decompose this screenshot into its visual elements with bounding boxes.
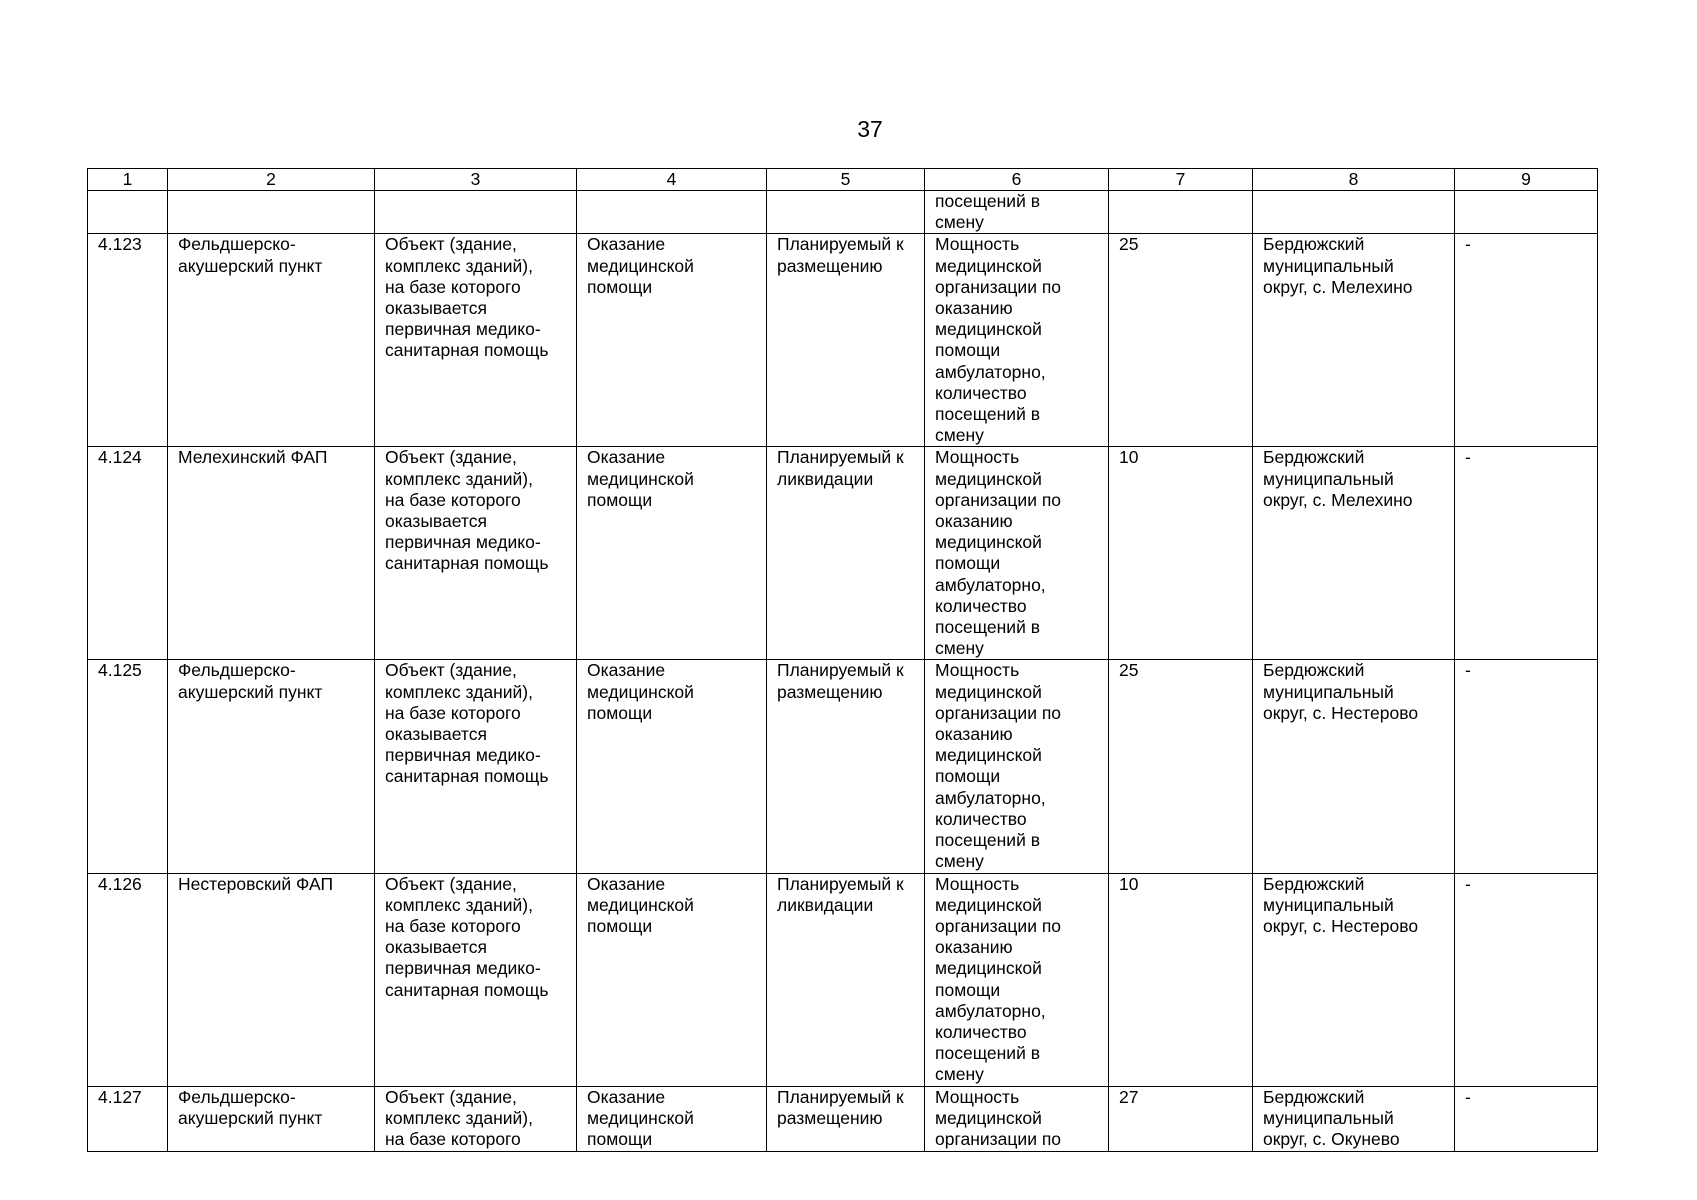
object-name-cell: Мелехинский ФАП <box>168 447 375 660</box>
location-cell: Бердюжский муниципальный округ, с. Окунево <box>1253 1086 1455 1151</box>
capacity-desc-cell: Мощность медицинской организации по оказанию медицинской помощи амбулаторно, количество посещений в смену <box>925 873 1109 1086</box>
zone-cell: - <box>1455 660 1598 873</box>
capacity-value-cell: 27 <box>1109 1086 1253 1151</box>
zone-cell: - <box>1455 1086 1598 1151</box>
purpose-cell: Оказание медицинской помощи <box>577 873 767 1086</box>
column-header: 4 <box>577 169 767 191</box>
table-row <box>88 873 1598 1086</box>
table-cell: посещений в смену <box>925 191 1109 234</box>
column-header: 5 <box>767 169 925 191</box>
table-cell <box>577 191 767 234</box>
table-cell <box>88 191 168 234</box>
object-name-cell: Фельдшерско- акушерский пункт <box>168 1086 375 1151</box>
capacity-value-cell: 10 <box>1109 447 1253 660</box>
capacity-desc-cell: Мощность медицинской организации по оказанию медицинской помощи амбулаторно, количество посещений в смену <box>925 234 1109 447</box>
column-header: 7 <box>1109 169 1253 191</box>
purpose-cell: Оказание медицинской помощи <box>577 447 767 660</box>
column-header: 2 <box>168 169 375 191</box>
table-row <box>88 1086 1598 1151</box>
location-cell: Бердюжский муниципальный округ, с. Мелехино <box>1253 234 1455 447</box>
column-header: 3 <box>375 169 577 191</box>
capacity-value-cell: 25 <box>1109 660 1253 873</box>
column-header: 6 <box>925 169 1109 191</box>
object-type-cell: Объект (здание, комплекс зданий), на базе которого оказывается первичная медико- санитарная помощь <box>375 873 577 1086</box>
capacity-desc-cell: Мощность медицинской организации по оказанию медицинской помощи амбулаторно, количество посещений в смену <box>925 660 1109 873</box>
data-table <box>87 168 1598 1152</box>
table-row <box>88 447 1598 660</box>
object-name-cell: Фельдшерско- акушерский пункт <box>168 234 375 447</box>
object-type-cell: Объект (здание, комплекс зданий), на базе которого оказывается первичная медико- санитарная помощь <box>375 234 577 447</box>
location-cell: Бердюжский муниципальный округ, с. Мелехино <box>1253 447 1455 660</box>
table-cell <box>1109 191 1253 234</box>
row-number-cell: 4.124 <box>88 447 168 660</box>
capacity-desc-cell: Мощность медицинской организации по оказанию медицинской помощи амбулаторно, количество посещений в смену <box>925 447 1109 660</box>
column-header: 8 <box>1253 169 1455 191</box>
capacity-desc-cell: Мощность медицинской организации по <box>925 1086 1109 1151</box>
purpose-cell: Оказание медицинской помощи <box>577 660 767 873</box>
zone-cell: - <box>1455 234 1598 447</box>
status-cell: Планируемый к ликвидации <box>767 447 925 660</box>
column-header: 9 <box>1455 169 1598 191</box>
object-name-cell: Нестеровский ФАП <box>168 873 375 1086</box>
table-cell <box>168 191 375 234</box>
status-cell: Планируемый к размещению <box>767 234 925 447</box>
object-type-cell: Объект (здание, комплекс зданий), на базе которого оказывается первичная медико- санитарная помощь <box>375 660 577 873</box>
zone-cell: - <box>1455 873 1598 1086</box>
capacity-value-cell: 10 <box>1109 873 1253 1086</box>
status-cell: Планируемый к ликвидации <box>767 873 925 1086</box>
object-type-cell: Объект (здание, комплекс зданий), на базе которого <box>375 1086 577 1151</box>
capacity-value-cell: 25 <box>1109 234 1253 447</box>
table-row <box>88 660 1598 873</box>
row-number-cell: 4.127 <box>88 1086 168 1151</box>
zone-cell: - <box>1455 447 1598 660</box>
table-cell <box>375 191 577 234</box>
status-cell: Планируемый к размещению <box>767 660 925 873</box>
column-number-row <box>88 169 1598 191</box>
purpose-cell: Оказание медицинской помощи <box>577 234 767 447</box>
object-name-cell: Фельдшерско- акушерский пункт <box>168 660 375 873</box>
table-row <box>88 234 1598 447</box>
object-type-cell: Объект (здание, комплекс зданий), на базе которого оказывается первичная медико- санитарная помощь <box>375 447 577 660</box>
page-number: 37 <box>857 116 883 142</box>
location-cell: Бердюжский муниципальный округ, с. Нестерово <box>1253 873 1455 1086</box>
table-cell <box>1455 191 1598 234</box>
row-number-cell: 4.126 <box>88 873 168 1086</box>
status-cell: Планируемый к размещению <box>767 1086 925 1151</box>
column-header: 1 <box>88 169 168 191</box>
purpose-cell: Оказание медицинской помощи <box>577 1086 767 1151</box>
continuation-row <box>88 191 1598 234</box>
row-number-cell: 4.123 <box>88 234 168 447</box>
location-cell: Бердюжский муниципальный округ, с. Нестерово <box>1253 660 1455 873</box>
row-number-cell: 4.125 <box>88 660 168 873</box>
table-cell <box>1253 191 1455 234</box>
table-cell <box>767 191 925 234</box>
